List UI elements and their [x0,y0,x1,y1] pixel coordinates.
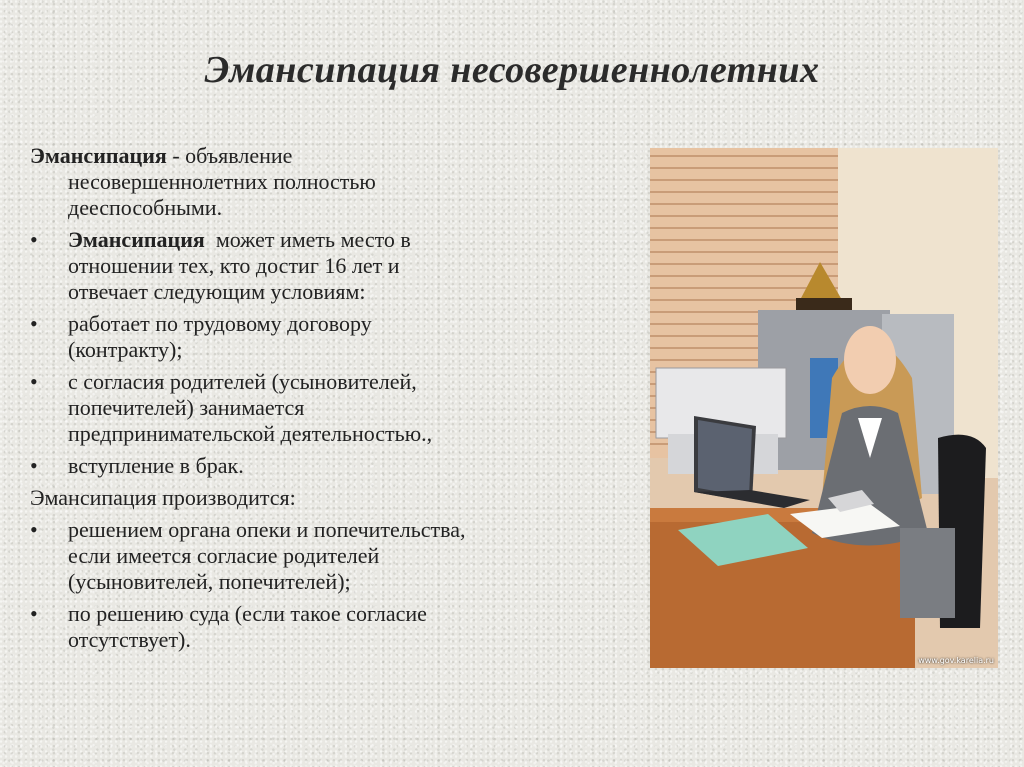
bullet-marker: • [30,517,38,542]
bullet-marker: • [30,453,38,478]
definition-line-2: несовершеннолетних полностью [68,169,376,194]
photo-illustration [650,148,998,668]
bullet-marker: • [30,369,38,394]
list-item-line: работает по трудовому договору [68,311,372,336]
conditions-line-3: отвечает следующим условиям: [68,279,366,304]
list-item-conditions [30,227,600,305]
list-item-line: по решению суда (если такое согласие [68,601,427,626]
list-item [30,311,600,363]
slide-title: Эмансипация несовершеннолетних [204,49,820,91]
definition-term: Эмансипация [30,143,167,168]
slide-content [30,143,600,659]
list-item-line: (усыновителей, попечителей); [68,569,351,594]
conditions-term: Эмансипация [68,227,205,252]
list-item-line: с согласия родителей (усыновителей, [68,369,417,394]
definition-text: - объявление [166,143,293,168]
produced-heading: Эмансипация производится: [30,485,296,510]
bullet-marker: • [30,227,38,252]
office-worker-photo [650,148,998,668]
list-item-line: (контракту); [68,337,183,362]
list-item-line: попечителей) занимается [68,395,305,420]
list-item [30,517,600,595]
list-item [30,601,600,653]
list-item-line: предпринимательской деятельностью., [68,421,433,446]
list-item-line: отсутствует). [68,627,191,652]
conditions-line-2: отношении тех, кто достиг 16 лет и [68,253,400,278]
list-item-line: вступление в брак. [68,453,244,478]
list-item-line: решением органа опеки и попечительства, [68,517,466,542]
photo-credit: www.gov.karelia.ru [918,656,994,665]
bullet-marker: • [30,311,38,336]
list-item-line: если имеется согласие родителей [68,543,380,568]
definition-line-3: дееспособными. [68,195,223,220]
list-item [30,369,600,447]
list-item [30,453,600,479]
bullet-marker: • [30,601,38,626]
conditions-text: может иметь место в [204,227,411,252]
definition-paragraph [30,143,600,221]
